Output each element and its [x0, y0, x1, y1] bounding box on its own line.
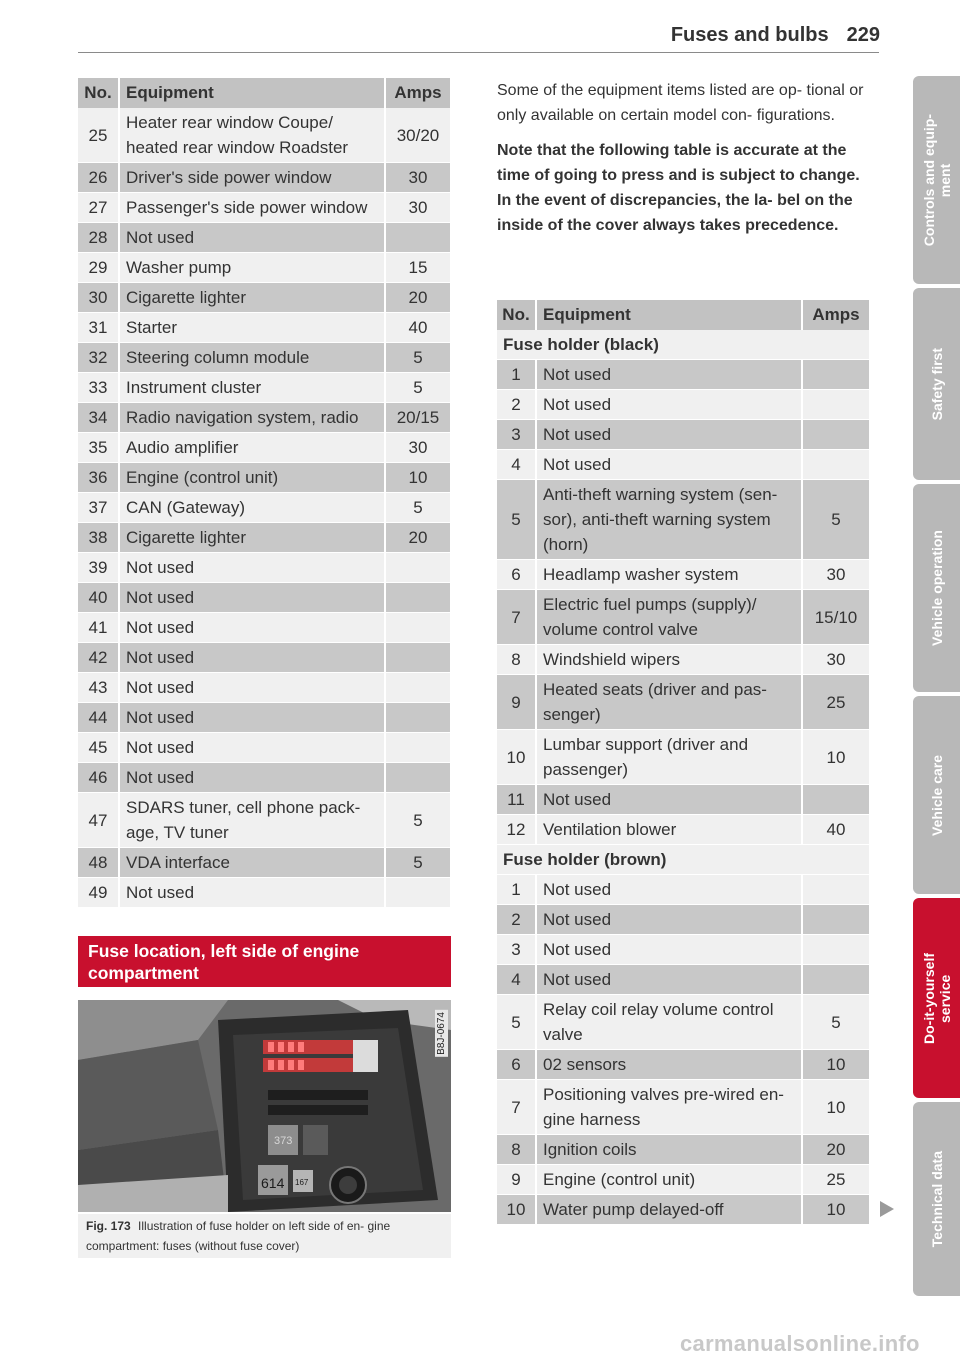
fuse-number: 6	[497, 560, 537, 590]
section-title: Fuses and bulbs	[670, 24, 829, 46]
table-row	[497, 1165, 869, 1195]
fuse-number: 45	[78, 733, 120, 763]
equipment-name: Starter	[120, 313, 386, 343]
fuse-amps: 30	[386, 193, 450, 223]
fuse-amps: 5	[386, 373, 450, 403]
fuse-number: 49	[78, 878, 120, 908]
table-row	[497, 420, 869, 450]
fuse-number: 10	[497, 1195, 537, 1225]
fuse-amps	[803, 420, 869, 450]
fuse-number: 35	[78, 433, 120, 463]
table-row	[78, 613, 450, 643]
equipment-name: Not used	[120, 553, 386, 583]
table-row	[497, 390, 869, 420]
fuse-amps: 10	[803, 1080, 869, 1135]
chapter-tab[interactable]	[913, 1102, 960, 1296]
fuse-amps: 5	[803, 995, 869, 1050]
table-row	[78, 553, 450, 583]
fuse-amps	[803, 935, 869, 965]
table-row	[497, 1050, 869, 1080]
fuse-number: 39	[78, 553, 120, 583]
fuse-amps	[803, 905, 869, 935]
fuse-amps: 40	[386, 313, 450, 343]
equipment-name: Not used	[537, 390, 803, 420]
fuse-number: 43	[78, 673, 120, 703]
fuse-amps	[386, 733, 450, 763]
column-header-equipment: Equipment	[537, 300, 803, 330]
equipment-name: Not used	[120, 613, 386, 643]
equipment-name: Relay coil relay volume control valve	[537, 995, 803, 1050]
fuse-amps	[386, 643, 450, 673]
equipment-name: Electric fuel pumps (supply)/ volume control valve	[537, 590, 803, 645]
equipment-name: Washer pump	[120, 253, 386, 283]
fuse-number: 42	[78, 643, 120, 673]
equipment-name: VDA interface	[120, 848, 386, 878]
fuse-number: 10	[497, 730, 537, 785]
table-row	[497, 480, 869, 560]
intro-text	[497, 78, 869, 248]
fuse-amps: 10	[386, 463, 450, 493]
fuse-amps: 25	[803, 1165, 869, 1195]
table-row	[497, 645, 869, 675]
fuse-number: 31	[78, 313, 120, 343]
fuse-number: 44	[78, 703, 120, 733]
fuse-number: 4	[497, 450, 537, 480]
fuse-number: 3	[497, 935, 537, 965]
column-header-equipment: Equipment	[120, 78, 386, 108]
equipment-name: SDARS tuner, cell phone pack- age, TV tuner	[120, 793, 386, 848]
equipment-name: Not used	[120, 223, 386, 253]
figure-label-a: 373	[274, 1135, 293, 1147]
fuse-table-right	[497, 300, 869, 1225]
fuse-amps	[803, 875, 869, 905]
fuse-amps: 5	[386, 343, 450, 373]
equipment-name: 02 sensors	[537, 1050, 803, 1080]
fuse-holder-heading: Fuse holder (black)	[497, 330, 869, 360]
equipment-name: Audio amplifier	[120, 433, 386, 463]
chapter-tab[interactable]	[913, 696, 960, 894]
fuse-amps: 10	[803, 730, 869, 785]
equipment-name: Engine (control unit)	[120, 463, 386, 493]
equipment-name: Cigarette lighter	[120, 283, 386, 313]
equipment-name: Heater rear window Coupe/ heated rear window Roadster	[120, 108, 386, 163]
fuse-holder-illustration	[78, 1000, 451, 1212]
fuse-number: 9	[497, 1165, 537, 1195]
fuse-number: 33	[78, 373, 120, 403]
chapter-tab[interactable]	[913, 76, 960, 284]
table-row	[497, 815, 869, 845]
fuse-number: 34	[78, 403, 120, 433]
fuse-amps	[386, 878, 450, 908]
fuse-amps: 30	[803, 560, 869, 590]
chapter-tab-label: Controls and equip- ment	[920, 113, 953, 247]
continue-arrow-icon	[880, 1201, 894, 1217]
fuse-amps	[803, 785, 869, 815]
header-rule	[78, 52, 879, 53]
figure-label: Fig. 173	[86, 1219, 131, 1233]
equipment-name: Ventilation blower	[537, 815, 803, 845]
table-row	[78, 583, 450, 613]
equipment-name: Lumbar support (driver and passenger)	[537, 730, 803, 785]
chapter-tab-label: Vehicle operation	[928, 530, 945, 646]
chapter-tab[interactable]	[913, 288, 960, 480]
fuse-number: 3	[497, 420, 537, 450]
column-header-no: No.	[497, 300, 537, 330]
fuse-number: 29	[78, 253, 120, 283]
fuse-amps: 40	[803, 815, 869, 845]
fuse-number: 1	[497, 875, 537, 905]
equipment-name: Not used	[537, 935, 803, 965]
equipment-name: Not used	[537, 785, 803, 815]
accuracy-note: Note that the following table is accurate at the time of going to press and is subject to change. In the event of discrepancies, the la- bel on the inside of the cover always takes precedence.	[497, 142, 860, 234]
table-row	[497, 360, 869, 390]
fuse-number: 8	[497, 645, 537, 675]
fuse-amps	[386, 223, 450, 253]
fuse-number: 1	[497, 360, 537, 390]
fuse-amps: 15	[386, 253, 450, 283]
table-row	[78, 673, 450, 703]
equipment-name: Not used	[537, 420, 803, 450]
table-row	[78, 373, 450, 403]
equipment-name: Instrument cluster	[120, 373, 386, 403]
table-row	[78, 283, 450, 313]
fuse-amps: 5	[803, 480, 869, 560]
fuse-amps: 20	[803, 1135, 869, 1165]
fuse-number: 32	[78, 343, 120, 373]
equipment-name: Heated seats (driver and pas- senger)	[537, 675, 803, 730]
fuse-number: 2	[497, 390, 537, 420]
table-row	[78, 463, 450, 493]
fuse-amps: 30/20	[386, 108, 450, 163]
fuse-number: 2	[497, 905, 537, 935]
fuse-amps: 10	[803, 1195, 869, 1225]
equipment-name: Not used	[120, 733, 386, 763]
fuse-number: 6	[497, 1050, 537, 1080]
equipment-name: Water pump delayed-off	[537, 1195, 803, 1225]
fuse-amps: 30	[386, 163, 450, 193]
fuse-number: 5	[497, 995, 537, 1050]
table-row	[497, 875, 869, 905]
equipment-name: Headlamp washer system	[537, 560, 803, 590]
equipment-name: Positioning valves pre-wired en- gine harness	[537, 1080, 803, 1135]
equipment-name: Ignition coils	[537, 1135, 803, 1165]
table-row	[78, 193, 450, 223]
chapter-tab-label: Safety first	[928, 347, 945, 421]
fuse-number: 9	[497, 675, 537, 730]
fuse-amps	[803, 390, 869, 420]
fuse-amps	[386, 553, 450, 583]
fuse-amps: 15/10	[803, 590, 869, 645]
chapter-tab-label: Do-it-yourself service	[920, 952, 953, 1044]
table-row	[497, 730, 869, 785]
fuse-number: 26	[78, 163, 120, 193]
table-row	[497, 675, 869, 730]
intro-paragraph: Some of the equipment items listed are op- tional or only available on certain model con- figurations.	[497, 82, 864, 124]
fuse-number: 7	[497, 590, 537, 645]
table-row	[78, 163, 450, 193]
fuse-number: 40	[78, 583, 120, 613]
table-row	[78, 848, 450, 878]
figure-caption	[78, 1214, 451, 1258]
chapter-tab-label: Vehicle care	[928, 754, 945, 836]
equipment-name: Anti-theft warning system (sen- sor), anti-theft warning system (horn)	[537, 480, 803, 560]
page-number: 229	[846, 24, 880, 46]
table-row	[497, 1080, 869, 1135]
section-heading: Fuse location, left side of engine compartment	[78, 936, 451, 987]
table-row	[497, 785, 869, 815]
column-header-amps: Amps	[386, 78, 450, 108]
equipment-name: Not used	[120, 673, 386, 703]
table-row	[497, 1135, 869, 1165]
table-row	[78, 108, 450, 163]
equipment-name: Not used	[537, 905, 803, 935]
fuse-amps: 20	[386, 283, 450, 313]
equipment-name: Not used	[120, 878, 386, 908]
figure-caption-text: Illustration of fuse holder on left side of en- gine compartment: fuses (without fuse cover)	[86, 1219, 391, 1253]
table-row	[497, 1195, 869, 1225]
equipment-name: Steering column module	[120, 343, 386, 373]
fuse-amps: 30	[803, 645, 869, 675]
table-row	[497, 560, 869, 590]
fuse-holder-figure	[78, 1000, 451, 1212]
fuse-table-left	[78, 78, 450, 908]
fuse-amps: 5	[386, 848, 450, 878]
table-row	[78, 433, 450, 463]
fuse-number: 25	[78, 108, 120, 163]
fuse-amps	[386, 763, 450, 793]
fuse-number: 7	[497, 1080, 537, 1135]
equipment-name: Driver's side power window	[120, 163, 386, 193]
fuse-number: 12	[497, 815, 537, 845]
table-row	[78, 343, 450, 373]
fuse-holder-heading: Fuse holder (brown)	[497, 845, 869, 875]
fuse-amps	[803, 360, 869, 390]
table-row	[497, 935, 869, 965]
fuse-number: 47	[78, 793, 120, 848]
chapter-tab[interactable]	[913, 898, 960, 1098]
fuse-number: 36	[78, 463, 120, 493]
equipment-name: Not used	[120, 703, 386, 733]
fuse-amps: 5	[386, 793, 450, 848]
table-row	[78, 223, 450, 253]
chapter-tab-label: Technical data	[928, 1150, 945, 1248]
fuse-number: 5	[497, 480, 537, 560]
equipment-name: Not used	[537, 875, 803, 905]
table-row	[78, 763, 450, 793]
table-row	[78, 493, 450, 523]
equipment-name: Not used	[120, 763, 386, 793]
equipment-name: Not used	[120, 583, 386, 613]
chapter-tab[interactable]	[913, 484, 960, 692]
fuse-number: 46	[78, 763, 120, 793]
fuse-amps	[803, 965, 869, 995]
fuse-number: 27	[78, 193, 120, 223]
fuse-number: 4	[497, 965, 537, 995]
equipment-name: Engine (control unit)	[537, 1165, 803, 1195]
watermark: carmanualsonline.info	[680, 1331, 920, 1356]
table-row	[78, 878, 450, 908]
equipment-name: Not used	[537, 360, 803, 390]
column-header-amps: Amps	[803, 300, 869, 330]
equipment-name: Cigarette lighter	[120, 523, 386, 553]
fuse-amps	[803, 450, 869, 480]
fuse-amps: 20	[386, 523, 450, 553]
table-row	[78, 643, 450, 673]
fuse-number: 28	[78, 223, 120, 253]
table-row	[78, 313, 450, 343]
table-row	[78, 403, 450, 433]
fuse-amps: 25	[803, 675, 869, 730]
fuse-number: 37	[78, 493, 120, 523]
equipment-name: Not used	[120, 643, 386, 673]
table-row	[78, 253, 450, 283]
running-head	[671, 24, 880, 47]
equipment-name: Windshield wipers	[537, 645, 803, 675]
fuse-amps	[386, 703, 450, 733]
fuse-amps	[386, 613, 450, 643]
table-row	[497, 965, 869, 995]
fuse-amps	[386, 673, 450, 703]
fuse-number: 30	[78, 283, 120, 313]
fuse-amps	[386, 583, 450, 613]
table-row	[497, 995, 869, 1050]
group-header-row	[497, 330, 869, 360]
figure-label-c: 167	[295, 1178, 309, 1187]
fuse-amps: 30	[386, 433, 450, 463]
table-row	[78, 733, 450, 763]
table-row	[497, 450, 869, 480]
equipment-name: CAN (Gateway)	[120, 493, 386, 523]
fuse-amps: 5	[386, 493, 450, 523]
equipment-name: Radio navigation system, radio	[120, 403, 386, 433]
table-row	[78, 793, 450, 848]
figure-label-b: 614	[261, 1175, 285, 1191]
figure-code: B8J-0674	[436, 1012, 447, 1055]
fuse-amps: 10	[803, 1050, 869, 1080]
column-header-no: No.	[78, 78, 120, 108]
fuse-number: 11	[497, 785, 537, 815]
fuse-number: 38	[78, 523, 120, 553]
group-header-row	[497, 845, 869, 875]
fuse-number: 48	[78, 848, 120, 878]
table-row	[78, 703, 450, 733]
table-row	[497, 590, 869, 645]
equipment-name: Not used	[537, 450, 803, 480]
equipment-name: Passenger's side power window	[120, 193, 386, 223]
fuse-amps: 20/15	[386, 403, 450, 433]
fuse-number: 8	[497, 1135, 537, 1165]
equipment-name: Not used	[537, 965, 803, 995]
fuse-number: 41	[78, 613, 120, 643]
table-row	[497, 905, 869, 935]
table-row	[78, 523, 450, 553]
